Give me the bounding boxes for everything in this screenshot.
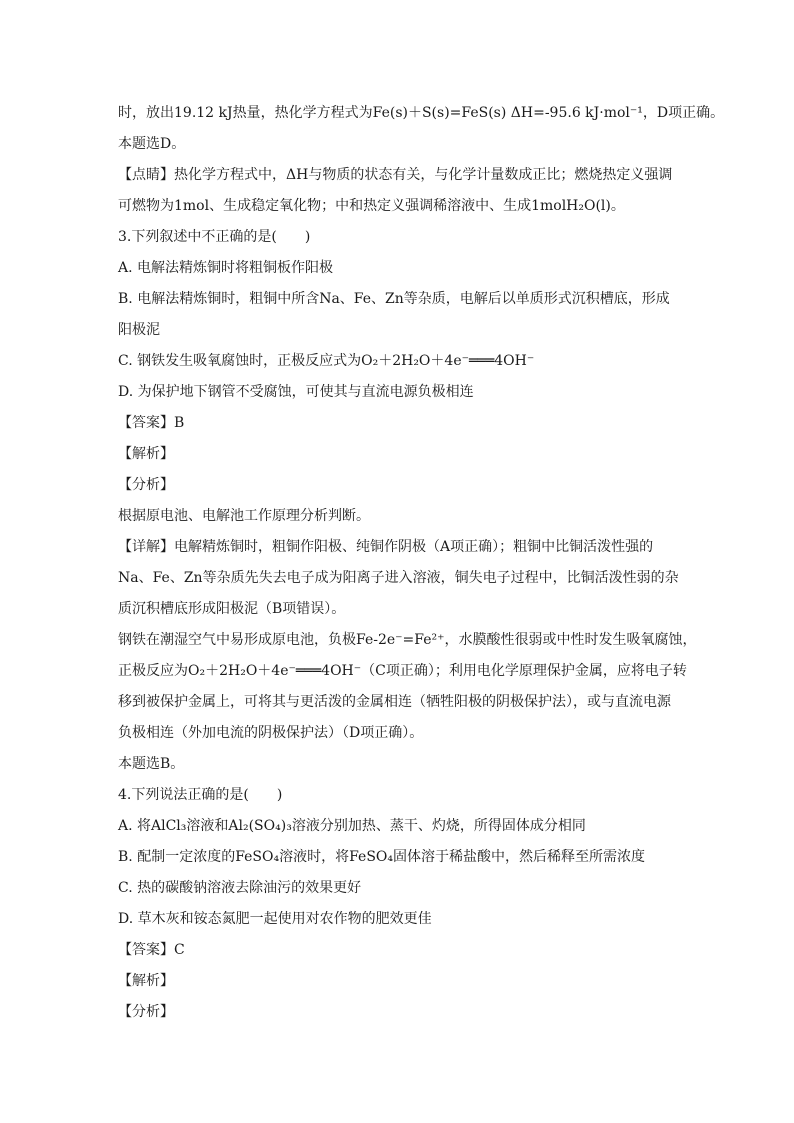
question-4-option-b: B. 配制一定浓度的FeSO₄溶液时，将FeSO₄固体溶于稀盐酸中，然后稀释至所需浓度 — [118, 849, 646, 865]
analysis-sub-label: 【分析】 — [118, 1004, 174, 1020]
question-3-stem: 3.下列叙述中不正确的是( ) — [118, 229, 311, 245]
text-line: 根据原电池、电解池工作原理分析判断。 — [118, 508, 370, 524]
question-4-option-d: D. 草木灰和铵态氮肥一起使用对农作物的肥效更佳 — [118, 911, 432, 927]
text-line: 可燃物为1mol、生成稳定氧化物；中和热定义强调稀溶液中、生成1molH₂O(l)。 — [118, 198, 625, 214]
text-line: 时，放出19.12 kJ热量，热化学方程式为Fe(s)＋S(s)=FeS(s) ΔH=-95.6 kJ·mol⁻¹，D项正确。 — [118, 105, 725, 121]
analysis-label: 【解析】 — [118, 446, 174, 462]
text-line: Na、Fe、Zn等杂质先失去电子成为阳离子进入溶液，铜失电子过程中，比铜活泼性弱的杂 — [118, 570, 679, 586]
analysis-sub-label: 【分析】 — [118, 477, 174, 493]
text-line: 本题选D。 — [118, 136, 186, 152]
text-line: 钢铁在潮湿空气中易形成原电池，负极Fe-2e⁻=Fe²⁺，水膜酸性很弱或中性时发生吸氧腐蚀， — [118, 632, 697, 648]
analysis-label: 【解析】 — [118, 973, 174, 989]
question-3-option-b: B. 电解法精炼铜时，粗铜中所含Na、Fe、Zn等杂质，电解后以单质形式沉积槽底，形成 — [118, 291, 670, 307]
text-line: 本题选B。 — [118, 756, 185, 772]
question-4-option-c: C. 热的碳酸钠溶液去除油污的效果更好 — [118, 880, 362, 896]
text-line: 质沉积槽底形成阳极泥（B项错误）。 — [118, 601, 346, 617]
text-line: 负极相连（外加电流的阴极保护法）（D项正确）。 — [118, 725, 424, 741]
question-4-stem: 4.下列说法正确的是( ) — [118, 787, 283, 803]
question-3-option-d: D. 为保护地下钢管不受腐蚀，可使其与直流电源负极相连 — [118, 384, 474, 400]
answer-label: 【答案】B — [118, 415, 185, 431]
question-3-option-b-cont: 阳极泥 — [118, 322, 160, 338]
question-4-option-a: A. 将AlCl₃溶液和Al₂(SO₄)₃溶液分别加热、蒸干、灼烧，所得固体成分相同 — [118, 818, 586, 834]
text-line: 正极反应为O₂＋2H₂O＋4e⁻═══4OH⁻（C项正确）；利用电化学原理保护金属，应将电子转 — [118, 663, 687, 679]
detail-paragraph: 【详解】电解精炼铜时，粗铜作阳极、纯铜作阴极（A项正确）；粗铜中比铜活泼性强的 — [118, 539, 654, 555]
question-3-option-a: A. 电解法精炼铜时将粗铜板作阳极 — [118, 260, 334, 276]
question-3-option-c: C. 钢铁发生吸氧腐蚀时，正极反应式为O₂＋2H₂O＋4e⁻═══4OH⁻ — [118, 353, 535, 369]
text-line: 【点睛】热化学方程式中，ΔH与物质的状态有关，与化学计量数成正比；燃烧热定义强调 — [118, 167, 673, 183]
answer-label: 【答案】C — [118, 942, 185, 958]
text-line: 移到被保护金属上，可将其与更活泼的金属相连（牺牲阳极的阴极保护法），或与直流电源 — [118, 694, 671, 710]
